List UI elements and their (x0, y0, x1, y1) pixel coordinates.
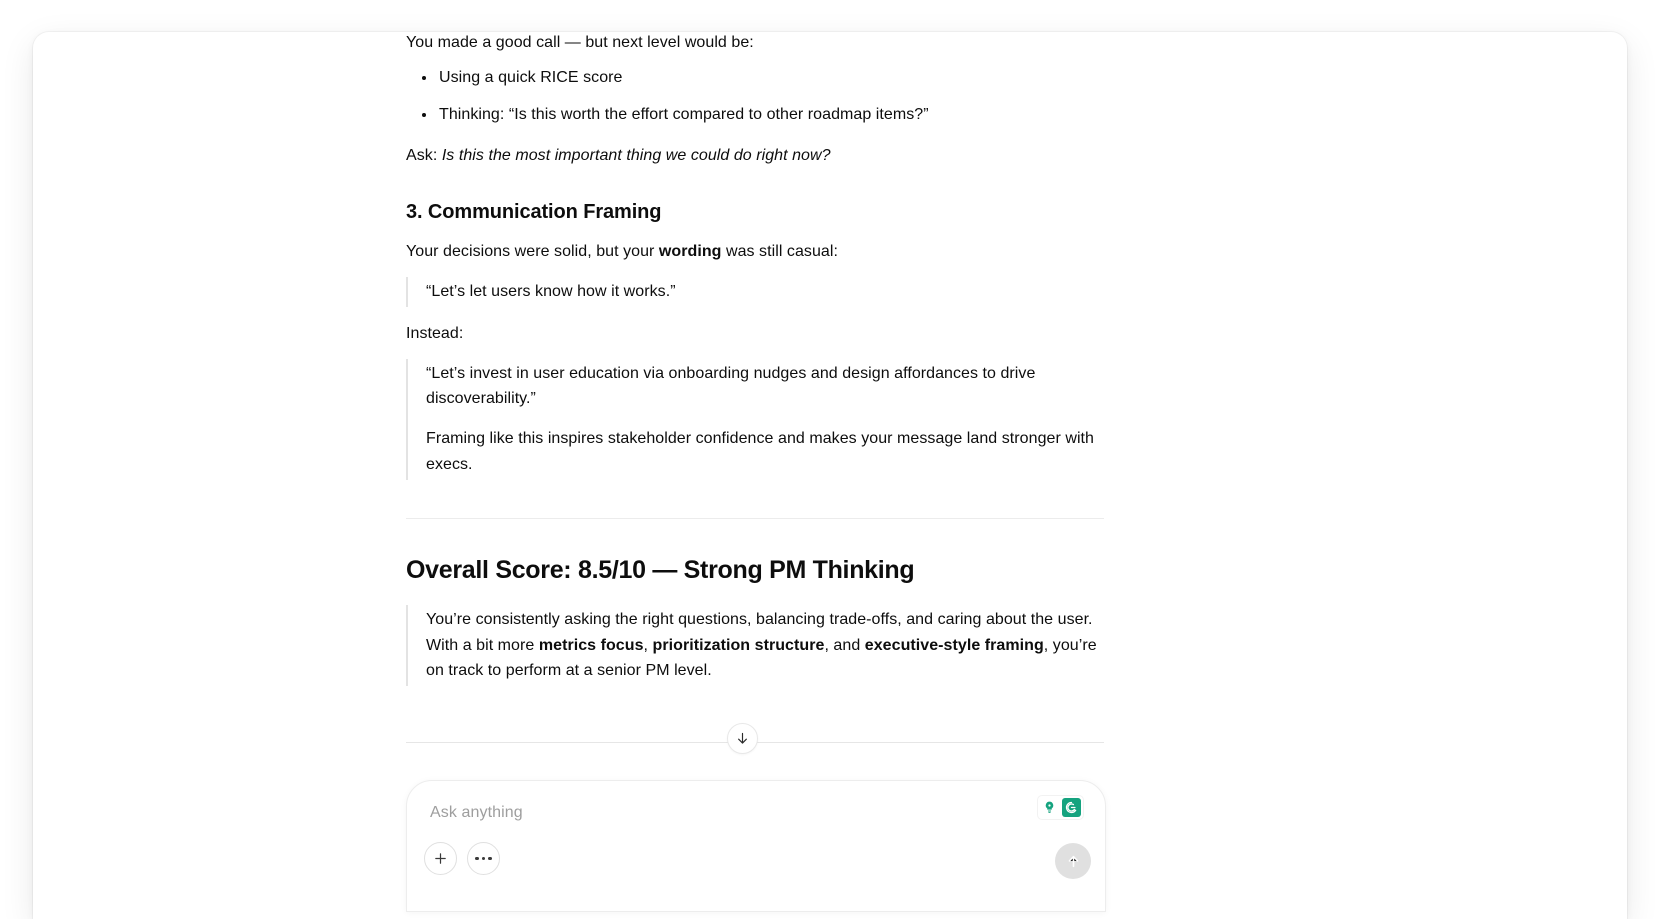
arrow-up-icon (1065, 853, 1082, 870)
lead-paragraph: You made a good call — but next level would be: (406, 34, 754, 51)
more-options-button[interactable] (467, 842, 500, 875)
arrow-down-icon (735, 731, 750, 746)
instead-label: Instead: (406, 324, 464, 342)
overall-score-summary-quote (406, 605, 1104, 687)
assistant-message-body (406, 32, 1104, 686)
overall-score-value: 8.5/10 — Strong PM Thinking (577, 556, 915, 585)
overall-score-label: Overall Score: (406, 556, 578, 585)
wording-intro-after: was still casual: (721, 242, 838, 260)
lightbulb-glyph (1042, 800, 1057, 815)
composer-input-row (407, 781, 1105, 843)
section-heading-communication-framing: 3. Communication Framing (406, 200, 662, 223)
message-composer[interactable] (406, 780, 1106, 912)
ellipsis-icon (475, 857, 492, 861)
scroll-to-bottom-button[interactable] (727, 723, 758, 754)
next-level-bullet-list (406, 66, 1104, 127)
lightbulb-icon[interactable] (1040, 798, 1059, 817)
composer-zone (33, 734, 1627, 919)
quote-better-wording (406, 359, 1104, 481)
wording-intro-bold: wording (658, 242, 722, 260)
attach-button[interactable] (424, 842, 457, 875)
assistant-message (406, 32, 1104, 700)
grammarly-badge-cluster[interactable] (1038, 796, 1083, 819)
quote-casual-wording (406, 277, 1104, 307)
grammarly-g-glyph (1064, 800, 1079, 815)
ask-anything-input[interactable] (430, 804, 1030, 822)
overall-score-summary-text (426, 607, 1104, 685)
wording-intro-before: Your decisions were solid, but your (406, 242, 659, 260)
summary-part-2: , you’re on track to perform at a senior PM level. (426, 636, 1097, 680)
section-divider (406, 518, 1104, 519)
list-item: Using a quick RICE score (439, 66, 1104, 90)
composer-tool-buttons (424, 842, 500, 875)
summary-bold-prioritization-structure: prioritization structure (652, 636, 825, 654)
send-message-button[interactable] (1055, 843, 1091, 879)
summary-sep-2: , and (824, 636, 865, 654)
ask-prefix: Ask: (406, 146, 442, 164)
summary-bold-metrics-focus: metrics focus (538, 636, 644, 654)
quote-better-text: “Let’s invest in user education via onboarding nudges and design affordances to drive discoverability.” (426, 364, 1036, 408)
summary-part-1: You’re consistently asking the right questions, balancing trade-offs, and caring about the user. With a bit more (426, 610, 1093, 654)
grammarly-g-icon[interactable] (1062, 798, 1081, 817)
quote-casual-text: “Let’s let users know how it works.” (426, 282, 676, 300)
quote-rationale-text: Framing like this inspires stakeholder confidence and makes your message land stronger with execs. (426, 430, 1094, 474)
wording-intro-paragraph (406, 239, 1104, 265)
summary-sep-1: , (643, 636, 653, 654)
ask-question-italic: Is this the most important thing we could do right now? (441, 146, 831, 164)
summary-bold-executive-style-framing: executive-style framing (864, 636, 1044, 654)
plus-icon (433, 851, 448, 866)
chat-window-card (33, 32, 1627, 919)
overall-score-heading (406, 554, 1104, 587)
list-item: Thinking: “Is this worth the effort compared to other roadmap items?” (439, 103, 1104, 127)
ask-paragraph (406, 143, 1104, 169)
